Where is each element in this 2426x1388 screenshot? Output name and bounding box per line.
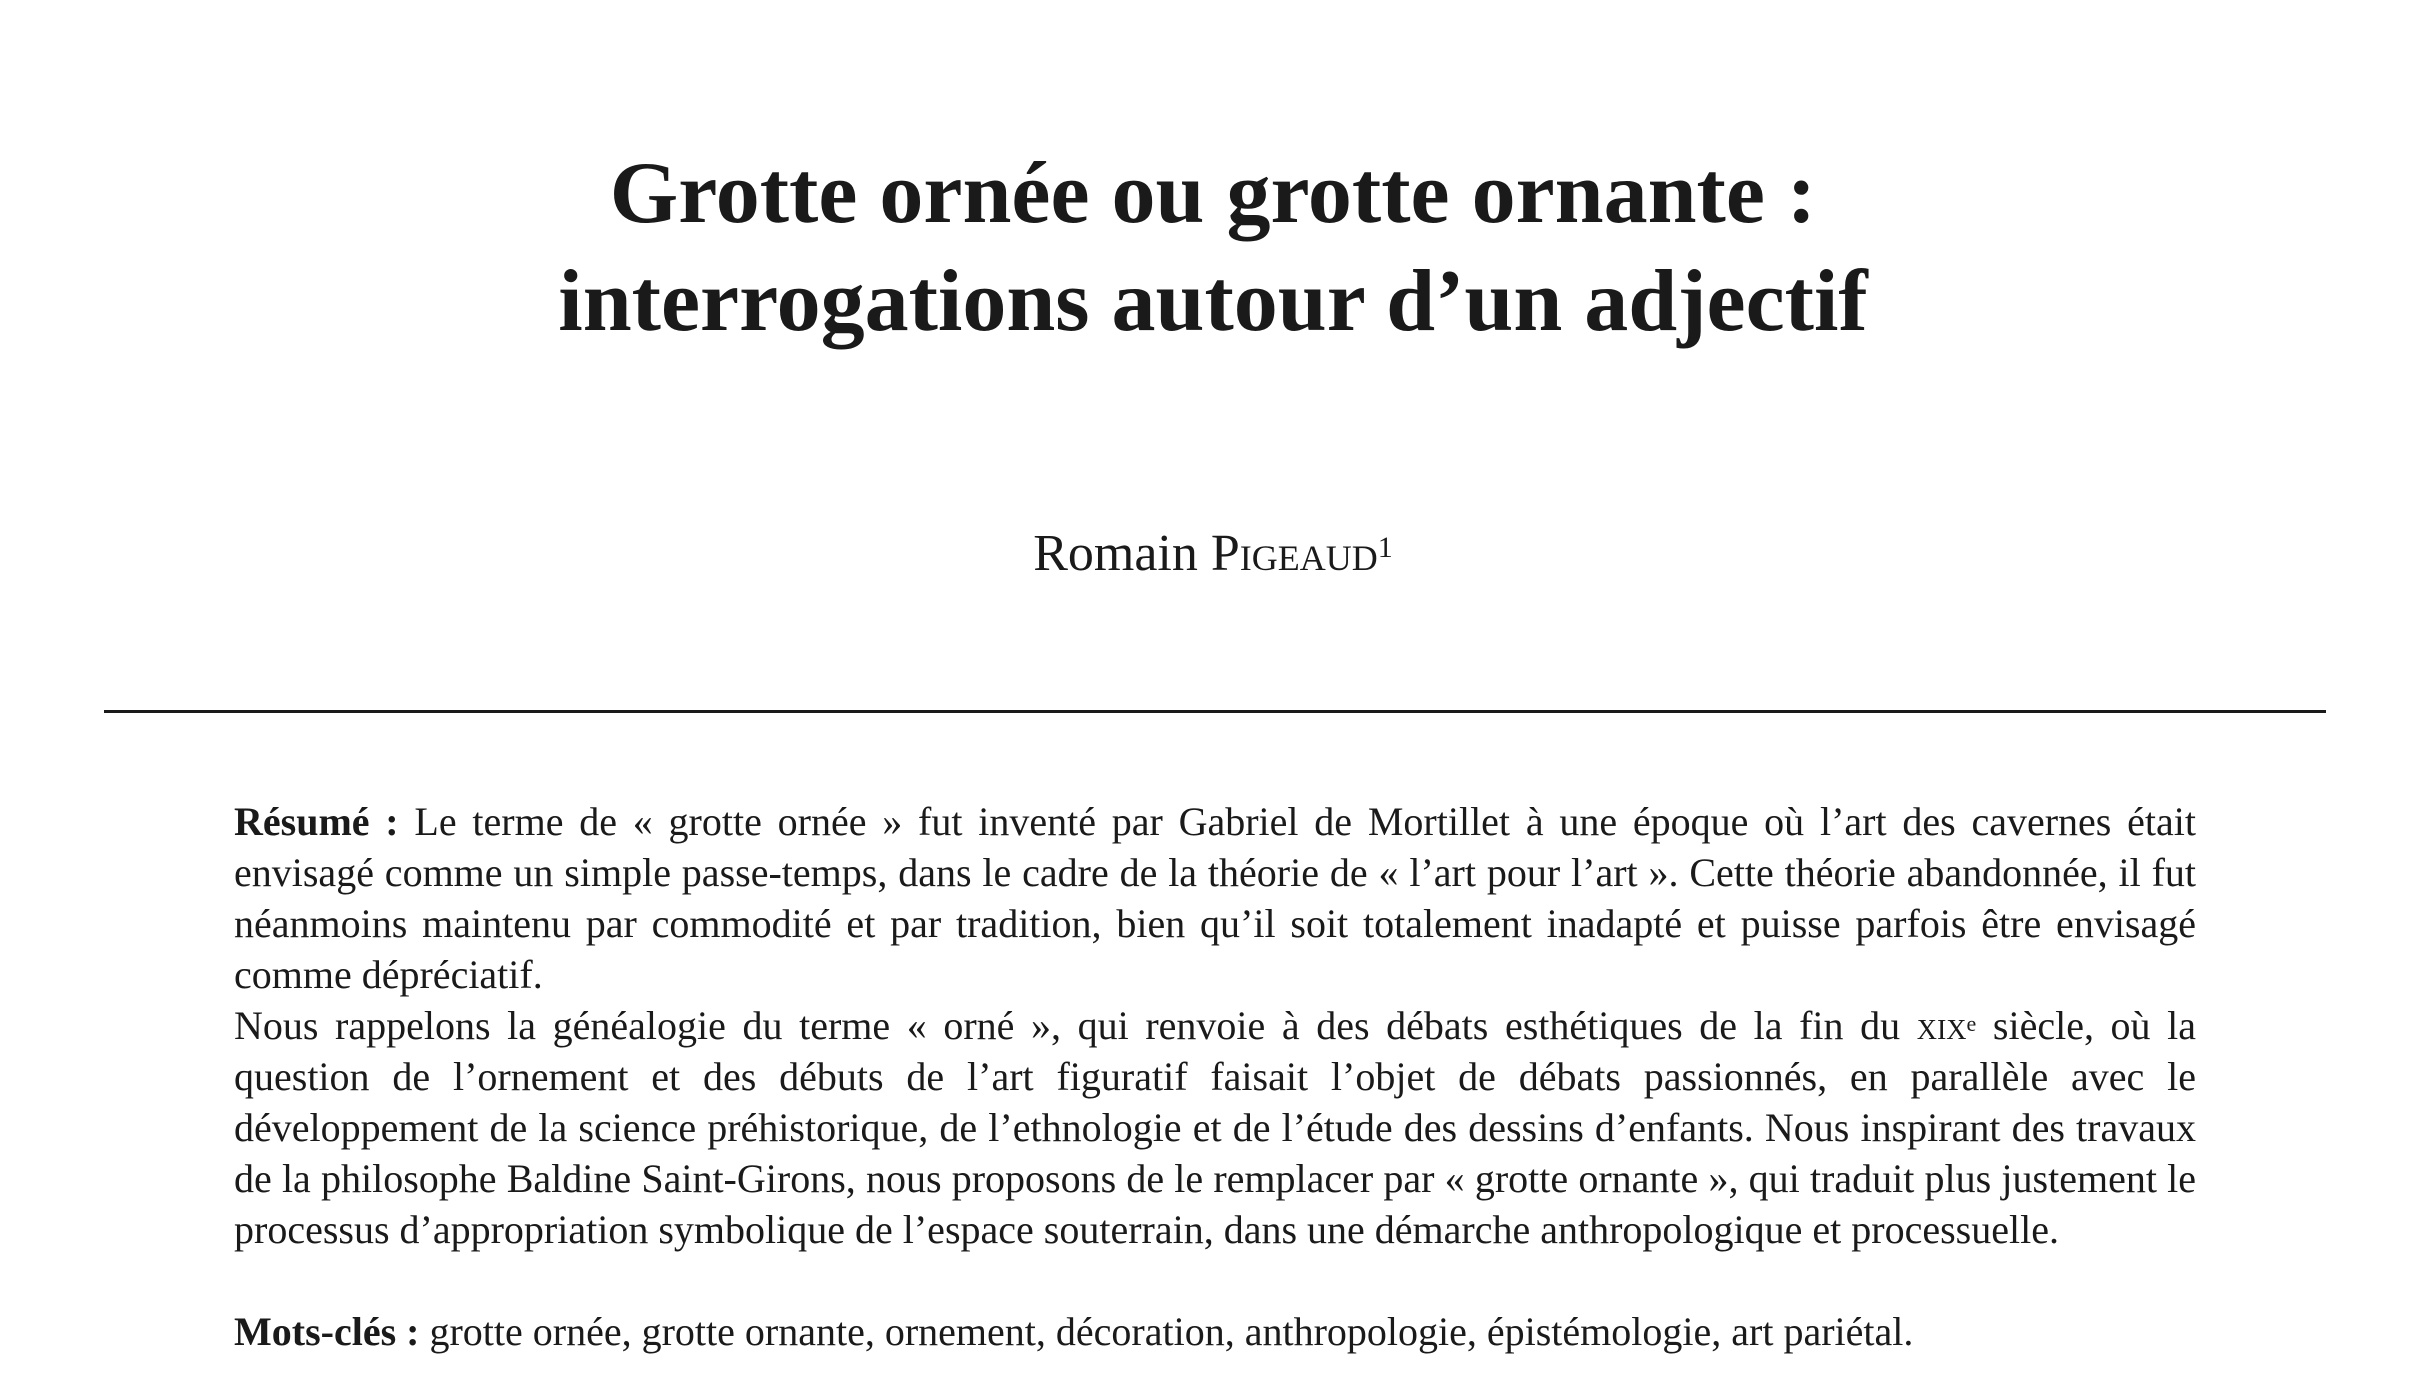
abstract-paragraph-1	[234, 796, 2196, 1000]
abstract-paragraph-2	[234, 1000, 2196, 1255]
abstract-label: Résumé :	[234, 799, 399, 844]
author-byline	[0, 522, 2426, 586]
keywords-paragraph	[234, 1306, 2196, 1357]
author-last-name: Pigeaud	[1210, 525, 1378, 582]
section-divider	[104, 710, 2326, 713]
keywords-text: grotte ornée, grotte ornante, ornement, décoration, anthropologie, épistémologie, art pariétal.	[429, 1309, 1914, 1354]
century-numeral: xix	[1916, 1003, 1967, 1048]
title-line-1: Grotte ornée ou grotte ornante :	[609, 145, 1817, 242]
paper-title	[0, 140, 2426, 356]
abstract-text-2-after: siècle, où la question de l’ornement et des débuts de l’art figuratif faisait l’objet de débats passionnés, en parallèle avec le développement de la science préhistorique, de l’ethnologie et de l’étude des dessins d’enfants. Nous inspirant des travaux de la philosophe Baldine Saint-Girons, nous proposons de le remplacer par « grotte ornante », qui traduit plus justement le processus d’appropriation symbolique de l’espace souterrain, dans une démarche anthropologique et processuelle.	[234, 1003, 2197, 1252]
author-first-name: Romain	[1033, 525, 1198, 582]
century-suffix: e	[1966, 1011, 1977, 1036]
keywords-label: Mots-clés :	[234, 1309, 420, 1354]
abstract-section	[234, 796, 2196, 1357]
abstract-text-2-before: Nous rappelons la généalogie du terme « orné », qui renvoie à des débats esthétiques de la fin du	[234, 1003, 1901, 1048]
author-footnote-mark: 1	[1377, 531, 1393, 564]
title-line-2: interrogations autour d’un adjectif	[558, 253, 1868, 350]
abstract-text-1: Le terme de « grotte ornée » fut inventé par Gabriel de Mortillet à une époque où l’art des cavernes était envisagé comme un simple passe-temps, dans le cadre de la théorie de « l’art pour l’art ». Cette théorie abandonnée, il fut néanmoins maintenu par commodité et par tradition, bien qu’il soit totalement inadapté et puisse parfois être envisagé comme dépréciatif.	[234, 799, 2196, 997]
